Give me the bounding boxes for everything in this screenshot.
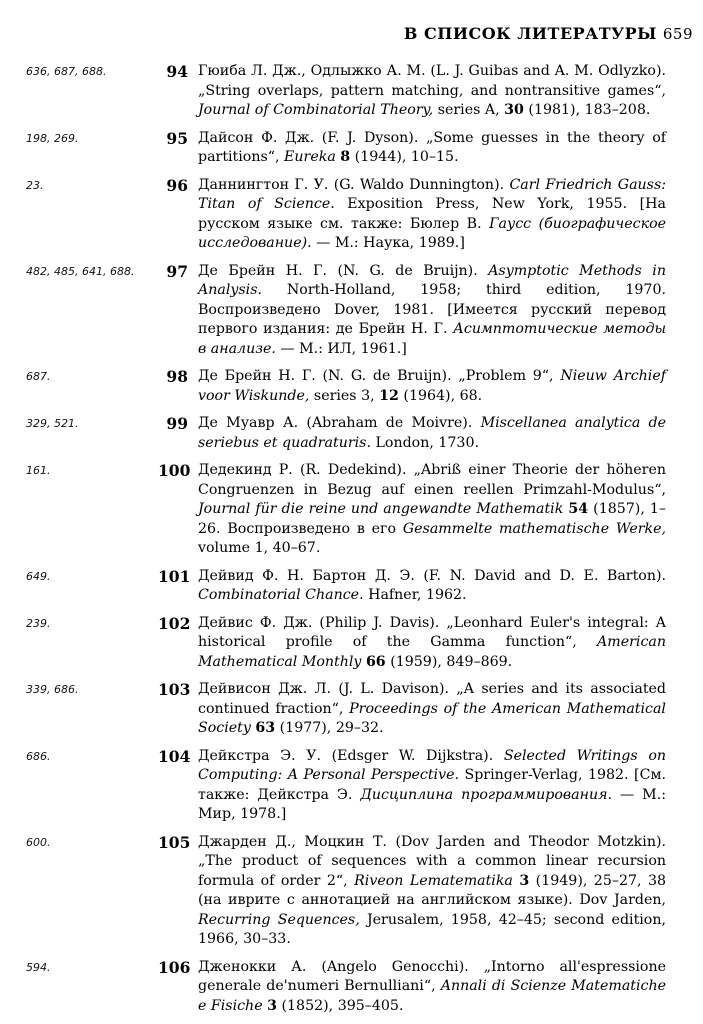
text-segment: Де Брейн Н. Г. (N. G. de Bruijn). „Problem 9“,: [198, 368, 561, 384]
bibliography-list: [0, 62, 703, 1024]
text-segment: (1977), 29–32.: [275, 720, 384, 736]
text-segment: series 3,: [309, 387, 380, 404]
italic-text: Selected Writings on Computing: A Personal Perspective.: [198, 747, 666, 783]
italic-text: Carl Friedrich Gauss: Titan of Science.: [198, 176, 667, 212]
bibliography-entry: [0, 680, 703, 739]
cited-pages: 239.: [26, 616, 51, 630]
cited-pages: 482, 485, 641, 688.: [26, 264, 135, 278]
bibliography-entry: [0, 62, 703, 121]
italic-text: Дисциплина программирования.: [360, 786, 612, 803]
text-segment: Даннингтон Г. У. (G. Waldo Dunnington).: [198, 176, 510, 193]
cited-pages: 636, 687, 688.: [26, 65, 107, 78]
italic-text: Miscellanea analytica de seriebus et quadraturis.: [198, 415, 666, 451]
text-segment: Джарден Д., Моцкин Т. (Dov Jarden and Theodor Motzkin). „The product of sequences with a common linear recursion formula of order 2“,: [198, 833, 666, 889]
italic-text: Gesammelte mathematische Werke,: [402, 520, 666, 537]
bibliography-entry: [0, 567, 703, 606]
italic-text: Nieuw Archief voor Wiskunde,: [198, 368, 666, 404]
entry-number: 96: [166, 175, 188, 195]
text-segment: series A,: [433, 102, 505, 118]
italic-text: Eureka: [284, 149, 336, 165]
text-segment: (1944), 10–15.: [350, 149, 459, 165]
text-segment: Дедекинд Р. (R. Dedekind). „Abriß einer Theorie der höheren Congruenzen in Bezug auf einen reellen Primzahl-Modulus“,: [198, 462, 666, 498]
bibliography-entry: [0, 176, 703, 254]
cited-pages: 329, 521.: [26, 417, 79, 430]
cited-pages: 161.: [26, 464, 51, 477]
entry-text: [198, 747, 666, 825]
italic-text: American Mathematical Monthly: [198, 634, 666, 670]
entry-text: [198, 176, 666, 254]
italic-text: Proceedings of the American Mathematical Society: [198, 700, 666, 736]
entry-text: [198, 958, 666, 1017]
entry-text: [198, 833, 666, 950]
entry-number: 105: [158, 832, 191, 852]
text-segment: Де Муавр А. (Abraham de Moivre).: [198, 415, 481, 431]
text-segment: Exposition Press, New York, 1955. [На русском языке см. также: Бюлер В.: [198, 196, 666, 232]
entry-text: [198, 567, 666, 606]
text-segment: Дейкстра Э. У. (Edsger W. Dijkstra).: [198, 747, 504, 764]
entry-text: [198, 614, 666, 673]
entry-number: 98: [166, 367, 188, 386]
cited-pages: 600.: [26, 835, 51, 849]
entry-number: 100: [158, 461, 191, 480]
bibliography-entry: [0, 614, 703, 673]
italic-text: Combinatorial Chance.: [198, 587, 364, 603]
bibliography-entry: [0, 833, 703, 950]
text-segment: Дженокки А. (Angelo Genocchi). „Intorno all'espressione generale de'numeri Bernulliani“,: [198, 958, 666, 994]
entry-text: [198, 262, 666, 360]
entry-text: [198, 414, 666, 453]
bibliography-entry: [0, 414, 703, 453]
bibliography-entry: [0, 129, 703, 168]
text-segment: (1949), 25–27, 38 (на иврите с аннотацией на английском языке). Dov Jarden,: [198, 872, 667, 908]
page-number: 659: [662, 25, 693, 43]
cited-pages: 198, 269.: [26, 131, 79, 145]
entry-number: 104: [158, 746, 191, 766]
text-segment: Дейвисон Дж. Л. (J. L. Davison). „A series and its associated continued fraction“,: [198, 681, 666, 717]
cited-pages: 686.: [26, 749, 51, 763]
entry-text: [198, 129, 666, 168]
entry-number: 97: [166, 261, 188, 281]
entry-text: [198, 62, 666, 121]
entry-number: 103: [158, 680, 191, 699]
text-segment: — М.: Наука, 1989.]: [311, 235, 465, 251]
italic-text: Annali di Scienze Matematiche e Fisiche: [198, 978, 666, 1014]
text-segment: London, 1730.: [370, 434, 479, 451]
text-segment: (1852), 395–405.: [276, 997, 404, 1014]
entry-text: [198, 461, 666, 559]
text-segment: North-Holland, 1958; third edition, 1970. Воспроизведено Dover, 1981. [Имеется русский перевод первого издания: де Брейн Н. Г.: [198, 282, 666, 337]
italic-text: Journal of Combinatorial Theory,: [198, 102, 434, 118]
text-segment: (1964), 68.: [398, 387, 483, 404]
bibliography-entry: [0, 367, 703, 406]
bold-text: 54: [568, 501, 589, 517]
text-segment: — М.: ИЛ, 1961.]: [275, 340, 407, 357]
italic-text: Асимптотические методы в анализе.: [198, 321, 667, 357]
italic-text: Asymptotic Methods in Analysis.: [198, 262, 666, 298]
italic-text: Гаусс (биографическое исследование).: [198, 215, 667, 251]
text-segment: Дейвид Ф. Н. Бартон Д. Э. (F. N. David and D. E. Barton).: [198, 567, 666, 584]
text-segment: Springer-Verlag, 1982. [См. также: Дейкстра Э.: [198, 767, 666, 803]
bold-text: 3: [267, 997, 277, 1014]
cited-pages: 649.: [26, 569, 51, 583]
entry-text: [198, 680, 666, 739]
entry-number: 95: [166, 128, 188, 148]
cited-pages: 23.: [26, 178, 44, 192]
entry-number: 94: [166, 62, 188, 81]
bold-text: 8: [340, 149, 351, 165]
entry-number: 101: [158, 566, 191, 586]
text-segment: (1857), 1–26. Воспроизведено в его: [198, 501, 667, 537]
text-segment: volume 1, 40–67.: [198, 540, 321, 556]
text-segment: (1959), 849–869.: [385, 653, 513, 670]
bold-text: 66: [365, 653, 386, 670]
cited-pages: 339, 686.: [26, 683, 79, 696]
running-head: [404, 24, 693, 43]
entry-number: 102: [158, 613, 191, 633]
bold-text: 63: [255, 720, 276, 736]
italic-text: Journal für die reine und angewandte Mathematik: [198, 501, 564, 517]
text-segment: — М.: Мир, 1978.]: [198, 786, 667, 822]
entry-number: 99: [166, 414, 188, 433]
text-segment: Дейвис Ф. Дж. (Philip J. Davis). „Leonhard Euler's integral: A historical profile of the Gamma function“,: [198, 614, 666, 650]
text-segment: (1981), 183–208.: [523, 102, 651, 118]
text-segment: Hafner, 1962.: [363, 587, 467, 603]
text-segment: Jerusalem, 1958, 42–45; second edition, 1966, 30–33.: [198, 911, 666, 947]
bibliography-entry: [0, 461, 703, 559]
bibliography-entry: [0, 747, 703, 825]
text-segment: Дайсон Ф. Дж. (F. J. Dyson). „Some guesses in the theory of partitions“,: [198, 129, 666, 165]
bibliography-entry: [0, 958, 703, 1017]
bibliography-entry: [0, 262, 703, 360]
italic-text: Riveon Lematematika: [354, 872, 513, 889]
text-segment: Де Брейн Н. Г. (N. G. de Bruijn).: [198, 262, 489, 279]
text-segment: Гюиба Л. Дж., Одлыжко А. М. (L. J. Guibas and A. M. Odlyzko). „String overlaps, pattern matching, and nontransitive games“,: [198, 63, 666, 99]
bold-text: 12: [379, 387, 399, 404]
entry-number: 106: [158, 957, 191, 977]
cited-pages: 594.: [26, 960, 51, 974]
running-head-title: В СПИСОК ЛИТЕРАТУРЫ: [403, 24, 657, 43]
entry-text: [198, 367, 666, 406]
bold-text: 30: [504, 102, 524, 118]
italic-text: Recurring Sequences,: [198, 911, 360, 928]
cited-pages: 687.: [26, 370, 51, 383]
bold-text: 3: [519, 872, 530, 889]
